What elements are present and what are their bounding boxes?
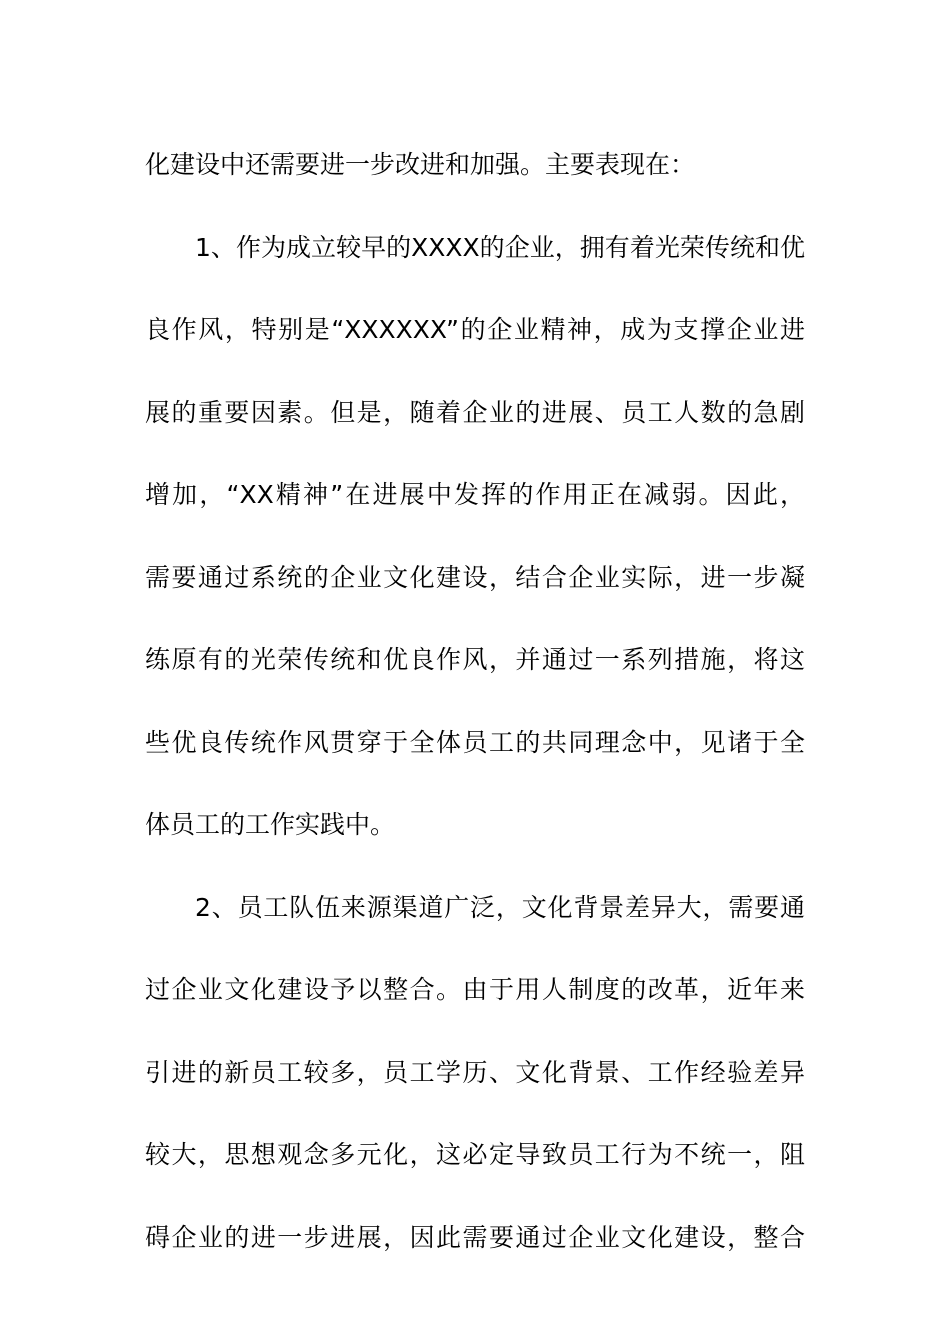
text-line: 些优良传统作风贯穿于全体员工的共同理念中，见诸于全	[145, 727, 805, 757]
text-line: 引进的新员工较多，员工学历、文化背景、工作经验差异	[145, 1057, 805, 1087]
text-line: 较大，思想观念多元化，这必定导致员工行为不统一，阻	[145, 1140, 805, 1169]
text-line: 练原有的光荣传统和优良作风，并通过一系列措施，将这	[145, 645, 805, 674]
text-line: 体员工的工作实践中。	[145, 810, 396, 839]
text-line: 化建设中还需要进一步改进和加强。主要表现在：	[145, 150, 696, 179]
paragraph-2-first-line: 2、员工队伍来源渠道广泛，文化背景差异大，需要通	[195, 892, 805, 922]
text-line: 良作风，特别是“XXXXXX”的企业精神，成为支撑企业进	[145, 315, 805, 344]
text-line: 增加，“XX精神”在进展中发挥的作用正在减弱。因此，	[145, 480, 805, 509]
paragraph-1-first-line: 1、作为成立较早的XXXX的企业，拥有着光荣传统和优	[195, 232, 805, 262]
text-line: 展的重要因素。但是，随着企业的进展、员工人数的急剧	[145, 397, 805, 427]
text-line: 过企业文化建设予以整合。由于用人制度的改革，近年来	[145, 975, 805, 1004]
text-line: 需要通过系统的企业文化建设，结合企业实际，进一步凝	[145, 562, 805, 592]
text-line: 碍企业的进一步进展，因此需要通过企业文化建设，整合	[145, 1222, 805, 1252]
body-text	[145, 124, 805, 1279]
